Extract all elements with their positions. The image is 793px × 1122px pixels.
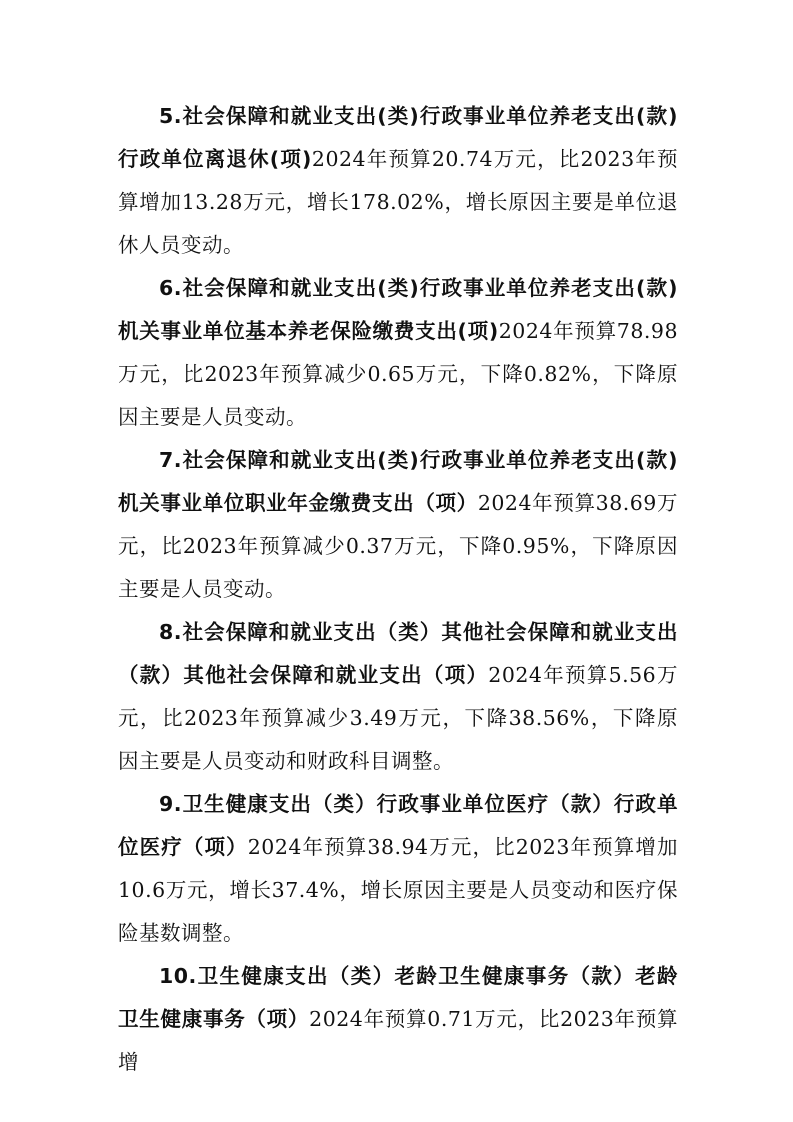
paragraph-heading: 7.社会保障和就业支出(类)行政事业单位养老支出(款)机关事业单位职业年金缴费支出（项） xyxy=(118,448,678,515)
paragraph-heading: 5.社会保障和就业支出(类)行政事业单位养老支出(款)行政单位离退休(项) xyxy=(118,104,678,171)
paragraph-heading: 8.社会保障和就业支出（类）其他社会保障和就业支出（款）其他社会保障和就业支出（项） xyxy=(118,620,678,687)
paragraph-item-7 xyxy=(118,439,678,611)
paragraph-body: 2024年预算38.69万元，比2023年预算减少0.37万元，下降0.95%，下降原因主要是人员变动。 xyxy=(118,491,678,601)
paragraph-body: 2024年预算20.74万元，比2023年预算增加13.28万元，增长178.02%，增长原因主要是单位退休人员变动。 xyxy=(118,147,678,257)
paragraph-item-8 xyxy=(118,611,678,783)
paragraph-heading: 6.社会保障和就业支出(类)行政事业单位养老支出(款)机关事业单位基本养老保险缴费支出(项) xyxy=(118,276,678,343)
paragraph-body: 2024年预算0.71万元，比2023年预算增 xyxy=(118,1007,678,1074)
paragraph-heading: 10.卫生健康支出（类）老龄卫生健康事务（款）老龄卫生健康事务（项） xyxy=(118,964,678,1031)
paragraph-body: 2024年预算38.94万元，比2023年预算增加10.6万元，增长37.4%，增长原因主要是人员变动和医疗保险基数调整。 xyxy=(118,835,679,945)
paragraph-item-6 xyxy=(118,267,678,439)
paragraph-heading: 9.卫生健康支出（类）行政事业单位医疗（款）行政单位医疗（项） xyxy=(118,792,678,859)
paragraph-body: 2024年预算5.56万元，比2023年预算减少3.49万元，下降38.56%，下降原因主要是人员变动和财政科目调整。 xyxy=(118,663,678,773)
paragraph-body: 2024年预算78.98万元，比2023年预算减少0.65万元，下降0.82%，下降原因主要是人员变动。 xyxy=(118,319,678,429)
document-page xyxy=(118,95,678,1084)
paragraph-item-5 xyxy=(118,95,678,267)
paragraph-item-9 xyxy=(118,783,678,955)
paragraph-item-10 xyxy=(118,955,678,1084)
